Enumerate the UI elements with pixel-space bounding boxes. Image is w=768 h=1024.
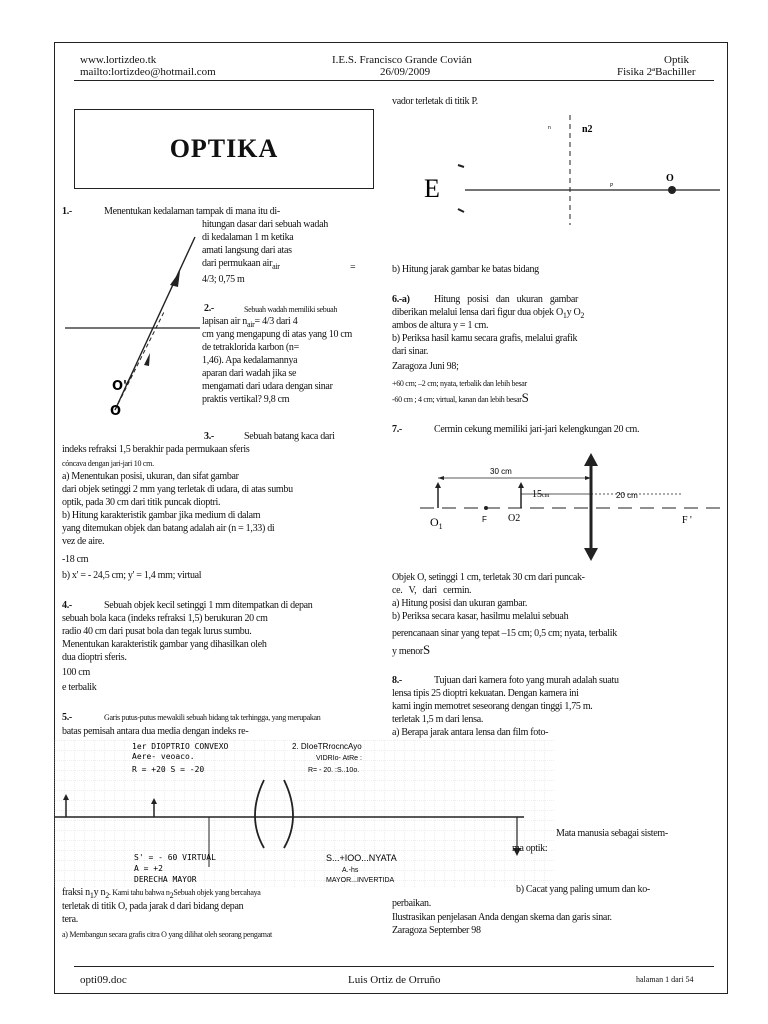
problem-2-line: de tetraklorida karbon (n=	[202, 342, 299, 353]
problem-2-line: lapisan air $n_{air}= 4/3$ dari 4	[202, 316, 298, 329]
graph-paper	[54, 740, 554, 888]
header-email[interactable]: mailto:lortizdeo@hotmail.com	[80, 66, 216, 78]
label-f: F	[482, 515, 487, 524]
problem-2-number: 2.-	[204, 303, 214, 314]
problem-8-line: Tujuan dari kamera foto yang murah adalah suatu	[434, 675, 619, 686]
figure-1-refraction-sketch	[60, 225, 200, 420]
header-course: Fisika 2ªBachiller	[617, 66, 696, 78]
footer-author: Luis Ortiz de Orruño	[348, 974, 441, 986]
sketch-note: DERECHA MAYOR	[134, 875, 197, 884]
sketch-note: S' = - 60 VIRTUAL	[134, 853, 216, 862]
footer-rule	[74, 966, 714, 967]
problem-3-line: optik, pada 30 cm dari titik puncak dioptri.	[62, 497, 221, 508]
figure-2-interface-sketch	[420, 115, 720, 225]
focal-point-f	[484, 506, 488, 510]
problem-6-line: b) Periksa hasil kamu secara grafis, melalui grafik	[392, 333, 578, 344]
problem-3-line: cóncava dengan jari-jari 10 cm.	[62, 459, 154, 468]
problem-9-line: Zaragoza September 98	[392, 925, 481, 936]
problem-3-answer: -18 cm	[62, 554, 89, 565]
problem-6-line: dari sinar.	[392, 346, 429, 357]
problem-2-answer: praktis vertikal? 9,8 cm	[202, 394, 290, 405]
label-o2: O2	[508, 513, 521, 524]
problem-3-line: dari objek setinggi 2 mm yang terletak di udara, di atas sumbu	[62, 484, 293, 495]
lens-top-arrow	[584, 453, 598, 466]
title-box	[74, 109, 374, 189]
problem-5-line: Garis putus-putus mewakili sebuah bidang tak terhingga, yang merupakan	[104, 713, 321, 722]
problem-6-line: Hitung posisi dan ukuran gambar	[434, 294, 579, 305]
figure-7-mirror-diagram	[420, 450, 720, 568]
problem-5-line: tera.	[62, 914, 78, 925]
footer-page-number: halaman 1 dari 54	[636, 975, 694, 984]
problem-3-answer: b) x' = - 24,5 cm; y' = 1,4 mm; virtual	[62, 570, 202, 581]
problem-2-line: aparan dari wadah jika se	[202, 368, 297, 379]
problem-6-number: 6.-a)	[392, 294, 410, 305]
problem-4-line: Menentukan karakteristik gambar yang dihasilkan oleh	[62, 639, 267, 650]
label-o1: $O_1$	[430, 515, 443, 531]
distance-label: 15cm	[532, 489, 550, 500]
sketch-note: A = +2	[134, 864, 163, 873]
problem-6-answer: +60 cm; –2 cm; nyata, terbalik dan lebih besar	[392, 379, 527, 388]
problem-1-number: 1.-	[62, 206, 72, 217]
lens-bottom-arrow	[584, 548, 598, 561]
problem-8-line: lensa tipis 25 dioptri kekuatan. Dengan kamera ini	[392, 688, 579, 699]
sketch-note: S...+IOO...NYATA	[326, 853, 397, 863]
problem-1-line: dari permukaan air$_{air}$	[202, 258, 280, 271]
problem-1-equals: =	[350, 262, 356, 273]
problem-3-line: b) Hitung karakteristik gambar jika medium di dalam	[62, 510, 261, 521]
sketch-note: VIDRIo- AtRe :	[316, 755, 362, 762]
problem-9-line: Mata manusia sebagai sistem-	[556, 828, 668, 839]
right-line: vador terletak di titik P.	[392, 96, 478, 107]
sketch-note: 2. DIoeTRrocncAyo	[292, 742, 362, 751]
problem-3-number: 3.-	[204, 431, 214, 442]
problem-4-line: radio 40 cm dari pusat bola dan tegak lurus sumbu.	[62, 626, 252, 637]
distance-label: 20 cm	[616, 491, 638, 500]
problem-4-answer: 100 cm	[62, 667, 90, 678]
footer-filename: opti09.doc	[80, 974, 127, 986]
problem-9-line: Ilustrasikan penjelasan Anda dengan skema dan garis sinar.	[392, 912, 612, 923]
problem-4-number: 4.-	[62, 600, 72, 611]
problem-8-line: a) Berapa jarak antara lensa dan film foto-	[392, 727, 549, 738]
problem-8-line: terletak 1,5 m dari lensa.	[392, 714, 484, 725]
figure-5-dioptre-sketch	[54, 740, 554, 888]
problem-1-line: Menentukan kedalaman tampak di mana itu di-	[104, 206, 280, 217]
problem-8-number: 8.-	[392, 675, 402, 686]
problem-9-line: perbaikan.	[392, 898, 431, 909]
sketch-note: R= - 20. :S..10o.	[308, 767, 360, 774]
problem-5-line: terletak di titik O, pada jarak d dari bidang depan	[62, 901, 244, 912]
label-n2: n2	[582, 124, 593, 135]
distance-label: 30 cm	[490, 467, 512, 476]
problem-4-line: sebuah bola kaca (indeks refraksi 1,5) berukuran 20 cm	[62, 613, 268, 624]
problem-7-answer: perencanaan sinar yang tepat –15 cm; 0,5 cm; nyata, terbalik	[392, 628, 617, 639]
problem-2-line: cm yang mengapung di atas yang 10 cm	[202, 329, 352, 340]
problem-5-line: fraksi $n_1y$ $n_2$. Kami tahu bahwa $n_2Sebuah$ objek yang bercahaya	[62, 887, 261, 900]
label-f-prime: F '	[682, 515, 692, 526]
problem-7-line: Cermin cekung memiliki jari-jari kelengkungan 20 cm.	[434, 424, 640, 435]
problem-4-line: Sebuah objek kecil setinggi 1 mm ditempatkan di depan	[104, 600, 313, 611]
problem-8-line: kami ingin memotret seseorang dengan tinggi 1,75 m.	[392, 701, 593, 712]
problem-1-answer: 4/3; 0,75 m	[202, 274, 245, 285]
problem-7-line: ce. V, dari cermin.	[392, 585, 472, 596]
header-rule	[74, 80, 714, 81]
problem-5-line: a) Membangun secara grafis citra O yang dilihat oleh seorang pengamat	[62, 930, 272, 939]
problem-6-line: Zaragoza Juni 98;	[392, 361, 459, 372]
problem-1-line: di kedalaman 1 m ketika	[202, 232, 294, 243]
problem-7-line: Objek O, setinggi 1 cm, terletak 30 cm dari puncak-	[392, 572, 585, 583]
ray-arrow	[170, 271, 180, 287]
problem-3-line: yang ditemukan objek dan batang adalah air (n = 1,33) di	[62, 523, 275, 534]
problem-3-line: a) Menentukan posisi, ukuran, dan sifat gambar	[62, 471, 239, 482]
problem-2-line: Sebuah wadah memiliki sebuah	[244, 305, 338, 314]
problem-6-line: diberikan melalui lensa dari figur dua objek $O_1y$ $O_2$	[392, 307, 585, 320]
problem-2-line: 1,46). Apa kedalamannya	[202, 355, 298, 366]
problem-1-line: amati langsung dari atas	[202, 245, 292, 256]
eye-label: E	[424, 174, 440, 203]
header-date: 26/09/2009	[380, 66, 431, 78]
sketch-note: 1er DIOPTRIO CONVEXO	[132, 742, 229, 751]
header-subject: Optik	[664, 54, 690, 66]
sketch-note: MAYOR...INVERTIDA	[326, 877, 395, 884]
problem-7-line: b) Periksa secara kasar, hasilmu melalui sebuah	[392, 611, 569, 622]
problem-5-number: 5.-	[62, 712, 72, 723]
label-o: O	[110, 404, 122, 419]
problem-3-line: vez de aire.	[62, 536, 105, 547]
problem-6-answer: -60 cm ; 4 cm; virtual, kanan dan lebih besarS	[392, 390, 529, 405]
problem-3-line: Sebuah batang kaca dari	[244, 431, 335, 442]
problem-7-number: 7.-	[392, 424, 402, 435]
sketch-note: A.-hs	[342, 867, 359, 874]
problem-1-line: hitungan dasar dari sebuah wadah	[202, 219, 328, 230]
sketch-note: Aere- veoaco.	[132, 752, 195, 761]
problem-6-line: ambos de altura y = 1 cm.	[392, 320, 489, 331]
label-p: P	[610, 183, 614, 189]
problem-5-line: batas pemisah antara dua media dengan indeks re-	[62, 726, 249, 737]
label-n1: n	[548, 125, 551, 131]
right-line: b) Hitung jarak gambar ke batas bidang	[392, 264, 539, 275]
problem-9-line: ma optik:	[512, 843, 548, 854]
problem-9-line: b) Cacat yang paling umum dan ko-	[516, 884, 650, 895]
problem-4-line: dua dioptri sferis.	[62, 652, 127, 663]
dashed-ray	[115, 310, 165, 410]
header-school: I.E.S. Francisco Grande Covián	[332, 54, 472, 66]
point-o	[668, 186, 676, 194]
problem-3-line: indeks refraksi 1,5 berakhir pada permukaan sferis	[62, 444, 250, 455]
header-website[interactable]: www.lortizdeo.tk	[80, 54, 157, 66]
sketch-note: R = +20 S = -20	[132, 765, 205, 774]
problem-4-answer: e terbalik	[62, 682, 97, 693]
problem-7-line: a) Hitung posisi dan ukuran gambar.	[392, 598, 528, 609]
problem-7-answer: y menorS	[392, 642, 430, 657]
label-o-prime: O'	[112, 379, 128, 394]
label-o: O	[666, 173, 674, 184]
problem-2-line: mengamati dari udara dengan sinar	[202, 381, 333, 392]
page-title: OPTIKA	[169, 134, 279, 163]
